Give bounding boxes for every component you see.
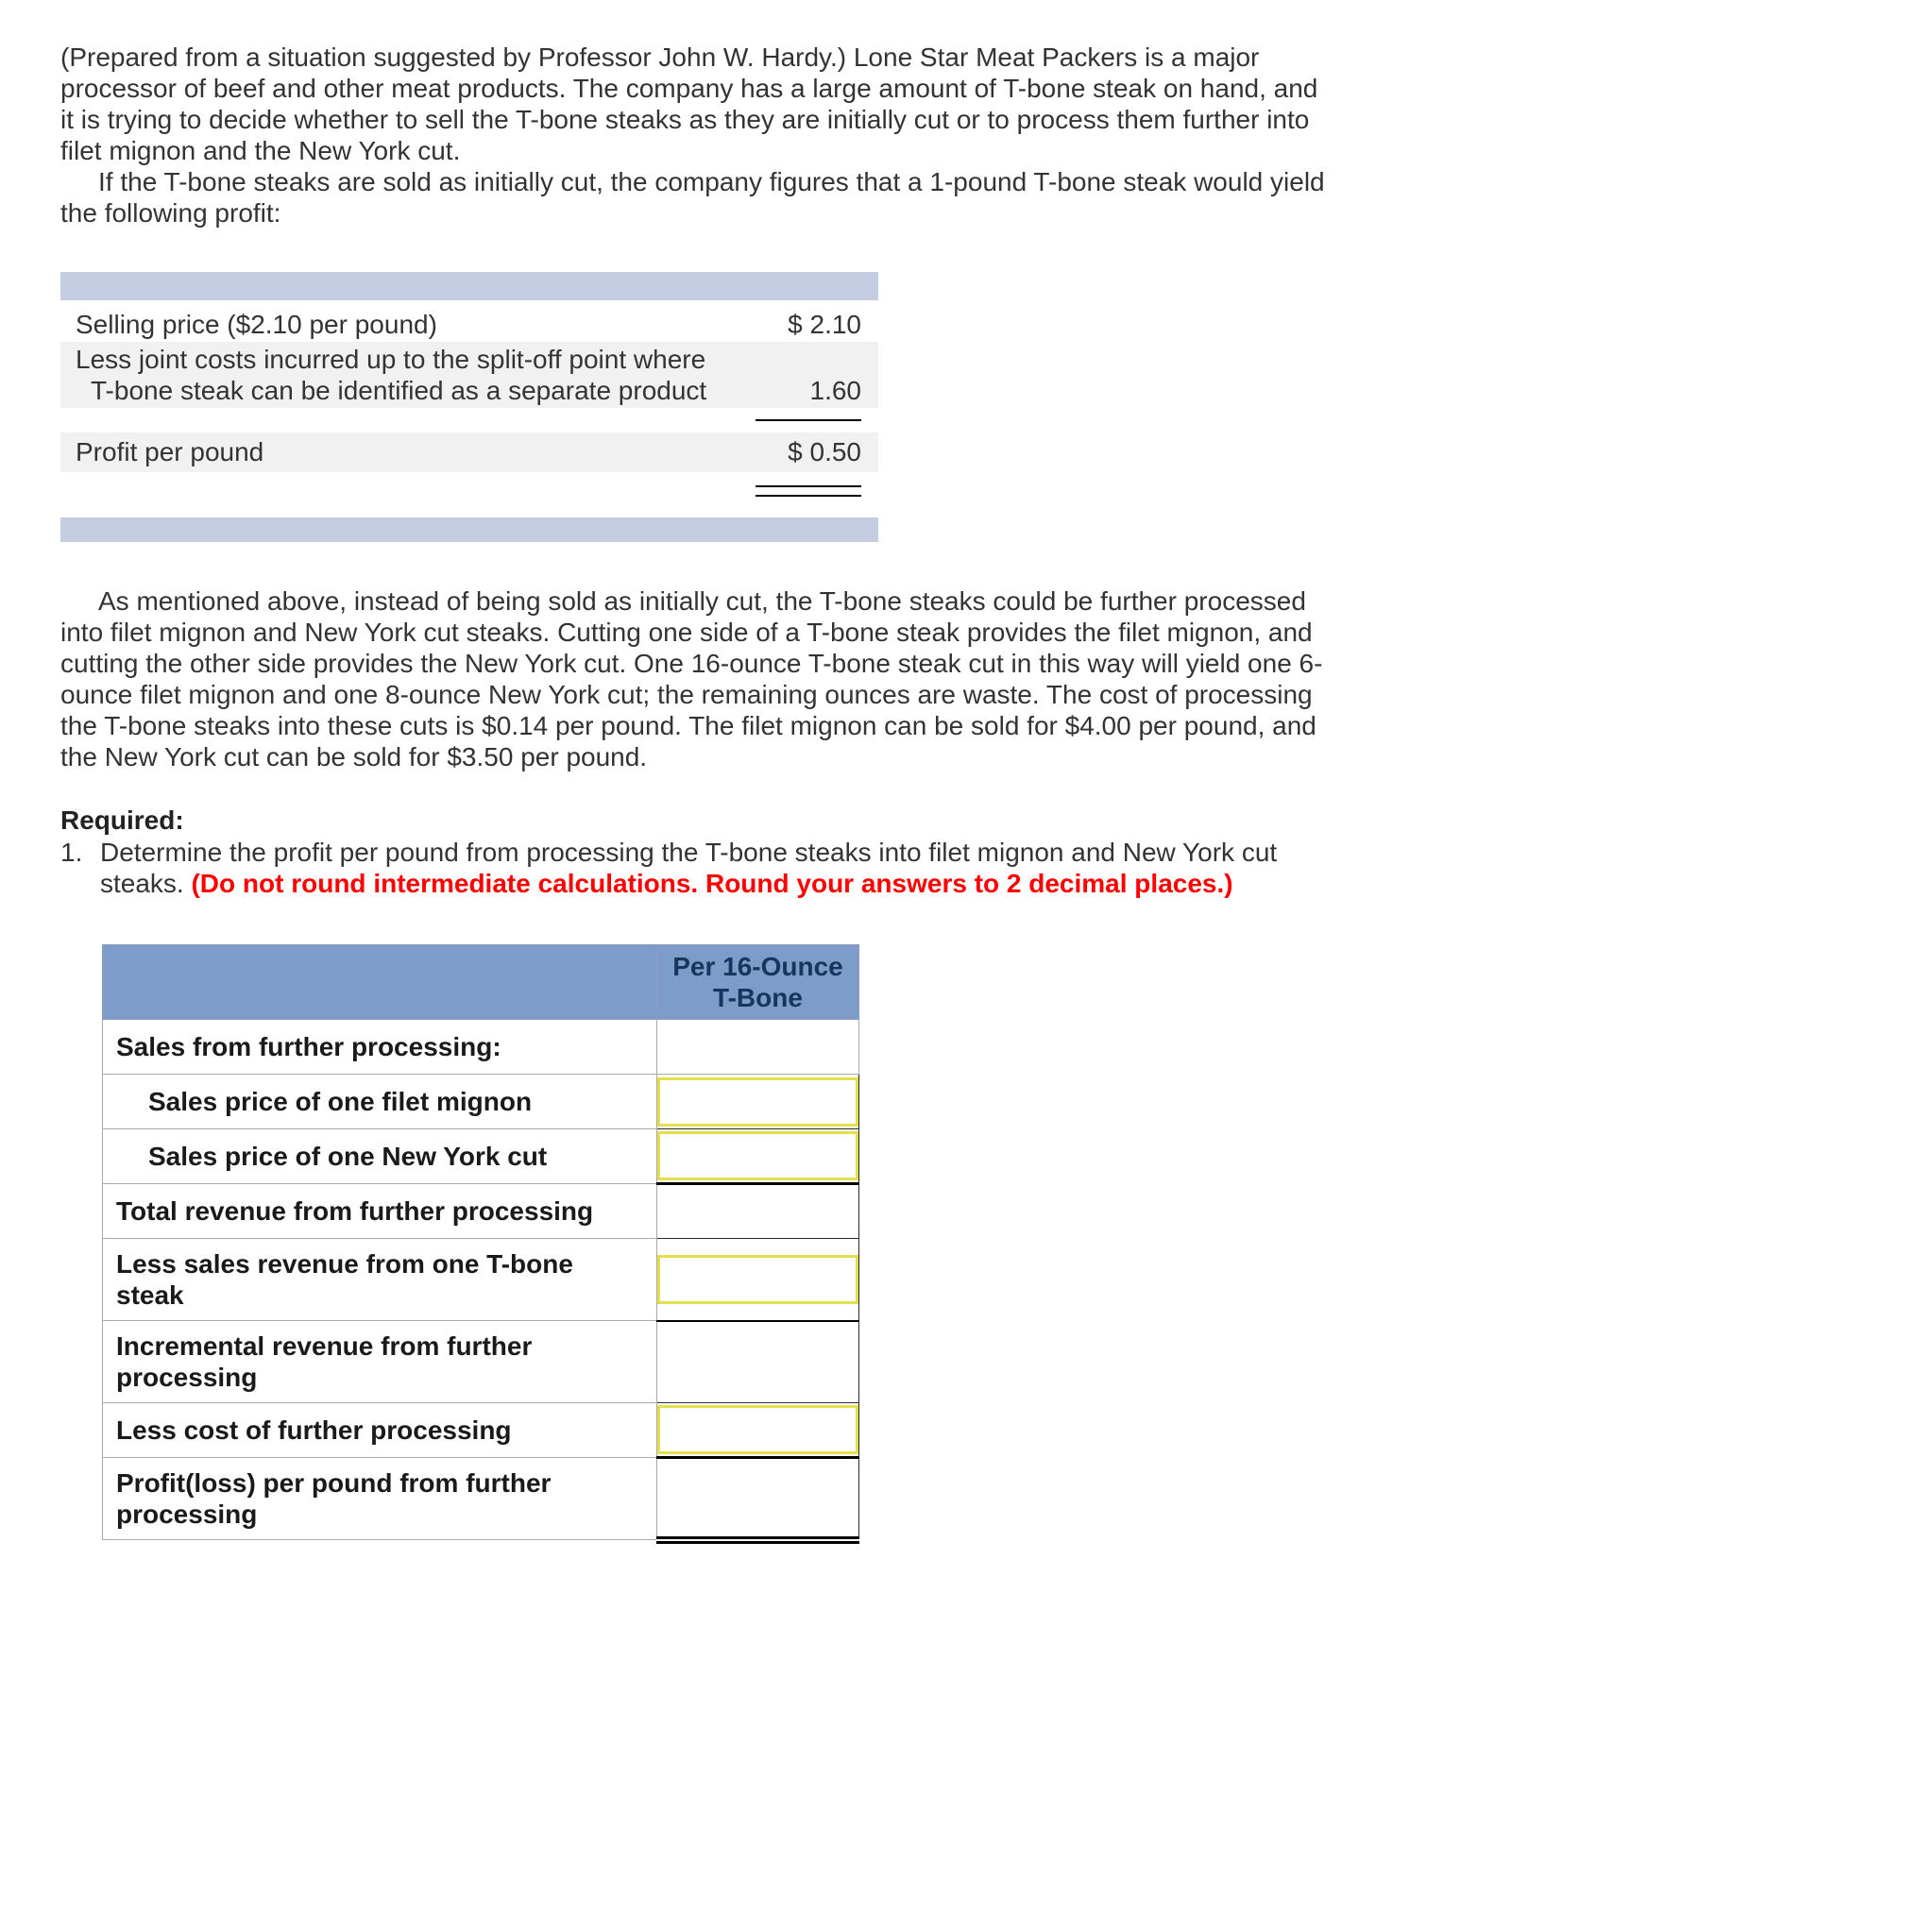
requirement-1	[60, 837, 1337, 899]
less-sales-revenue-tbone-input[interactable]	[660, 1258, 856, 1301]
table-row-less-processing-cost	[103, 1403, 859, 1458]
table-row-total-revenue	[103, 1184, 859, 1239]
profit-per-pound-row	[60, 432, 878, 472]
joint-costs-line-2: T-bone steak can be identified as a separate product	[91, 376, 707, 405]
single-rule	[756, 419, 861, 421]
table-row-incremental-revenue	[103, 1321, 859, 1403]
table-row-filet-mignon	[103, 1075, 859, 1129]
row-label: Sales price of one filet mignon	[103, 1075, 657, 1129]
new-york-cut-value-cell	[657, 1129, 859, 1184]
row-label: Total revenue from further processing	[103, 1184, 657, 1239]
answer-table-header-row	[103, 945, 859, 1020]
joint-costs-row	[60, 342, 878, 408]
joint-costs-line-1: Less joint costs incurred up to the split-off point where	[76, 345, 706, 374]
rounding-note: (Do not round intermediate calculations. Round your answers to 2 decimal places.)	[191, 869, 1233, 898]
row-label: Selling price ($2.10 per pound)	[76, 310, 437, 339]
table-row-less-tbone-revenue	[103, 1239, 859, 1321]
double-rule	[756, 485, 861, 497]
initial-profit-table-body	[60, 300, 878, 497]
further-processing-paragraph: As mentioned above, instead of being sold as initially cut, the T-bone steaks could be further processed into filet mignon and New York cut steaks. Cutting one side of a T-bone steak provides the filet mignon, and cutting the other side provides the New York cut. One 16-ounce T-bone steak cut in this way will yield one 6-ounce filet mignon and one 8-ounce New York cut; the remaining ounces are waste. The cost of processing the T-bone steaks into these cuts is $0.14 per pound. The filet mignon can be sold for $4.00 per pound, and the New York cut can be sold for $3.50 per pound.	[60, 586, 1323, 771]
table-top-band	[60, 272, 878, 300]
input-box	[657, 1131, 858, 1180]
header-line-2: T-Bone	[713, 983, 803, 1012]
item-text: Determine the profit per pound from processing the T-bone steaks into filet mignon and New York cut steaks.	[100, 838, 1278, 898]
table-row-sales-section	[103, 1020, 859, 1075]
required-heading: Required:	[60, 805, 184, 835]
header-per-16-ounce-tbone	[657, 945, 859, 1020]
initial-profit-table	[60, 272, 878, 542]
table-row-profit-loss	[103, 1458, 859, 1540]
intro-paragraph-1: (Prepared from a situation suggested by Professor John W. Hardy.) Lone Star Meat Packers is a major processor of beef and other meat products. The company has a large amount of T-bone steak on hand, and it is trying to decide whether to sell the T-bone steaks as they are initially cut or to process them further into filet mignon and the New York cut.	[60, 42, 1318, 165]
less-tbone-revenue-value-cell	[657, 1239, 859, 1321]
row-value: $ 2.10	[788, 310, 861, 339]
row-label: Profit(loss) per pound from further processing	[103, 1458, 657, 1540]
row-label: Sales from further processing:	[103, 1020, 657, 1075]
total-revenue-value-cell	[657, 1184, 859, 1239]
input-box	[657, 1405, 858, 1454]
sales-section-value-cell	[657, 1020, 859, 1075]
row-value: 1.60	[809, 376, 861, 405]
input-box	[657, 1077, 858, 1127]
selling-price-row	[60, 307, 878, 342]
table-row-new-york-cut	[103, 1129, 859, 1184]
filet-mignon-value-cell	[657, 1075, 859, 1129]
row-label: Profit per pound	[76, 437, 264, 466]
row-label: Less cost of further processing	[103, 1403, 657, 1458]
header-blank-cell	[103, 945, 657, 1020]
less-cost-further-processing-input[interactable]	[660, 1408, 856, 1451]
row-label	[76, 344, 748, 406]
sales-price-filet-mignon-input[interactable]	[660, 1080, 856, 1124]
table-bottom-band	[60, 517, 878, 542]
row-label: Incremental revenue from further processing	[103, 1321, 657, 1403]
row-label: Sales price of one New York cut	[103, 1129, 657, 1184]
item-text-wrap	[100, 837, 1337, 899]
less-processing-cost-value-cell	[657, 1403, 859, 1458]
sales-price-new-york-cut-input[interactable]	[660, 1134, 856, 1178]
item-number: 1.	[60, 838, 83, 867]
row-value: $ 0.50	[788, 437, 861, 466]
profit-loss-value-cell	[657, 1458, 859, 1540]
row-label: Less sales revenue from one T-bone steak	[103, 1239, 657, 1321]
header-line-1: Per 16-Ounce	[672, 952, 843, 981]
intro-paragraph-2: If the T-bone steaks are sold as initially cut, the company figures that a 1-pound T-bone steak would yield the following profit:	[60, 167, 1325, 228]
incremental-revenue-value-cell	[657, 1321, 859, 1403]
input-box	[657, 1255, 858, 1304]
answer-table	[102, 944, 859, 1544]
